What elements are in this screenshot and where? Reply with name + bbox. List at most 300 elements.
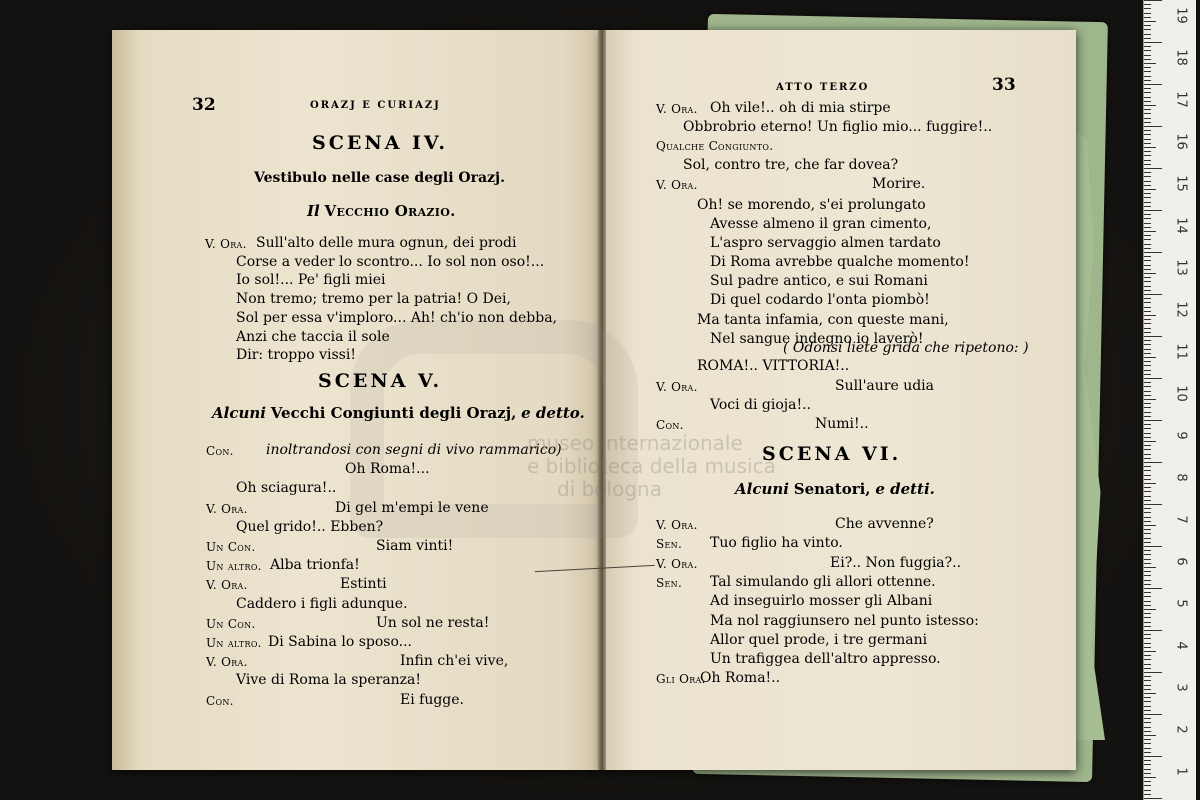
ruler-tick — [1144, 437, 1151, 438]
dialogue-line: Che avvenne? — [835, 516, 934, 532]
ruler-tick — [1144, 605, 1151, 606]
scene-5-mid: Vecchi Congiunti degli Orazj, — [270, 404, 517, 422]
ruler-tick — [1144, 8, 1151, 9]
ruler-tick — [1144, 613, 1151, 614]
ruler-tick — [1144, 315, 1156, 316]
ruler-tick — [1144, 584, 1151, 585]
ruler-tick — [1144, 172, 1151, 173]
ruler-tick — [1144, 529, 1151, 530]
ruler-tick — [1144, 664, 1151, 665]
ruler-tick — [1144, 344, 1151, 345]
speaker-label: Con. — [656, 418, 684, 432]
scene-6-alcuni: Alcuni — [735, 480, 789, 498]
ruler-tick — [1144, 269, 1151, 270]
ruler-tick — [1144, 739, 1151, 740]
ruler-tick — [1144, 286, 1151, 287]
ruler-tick — [1144, 193, 1151, 194]
dialogue-line: Sull'alto delle mura ognun, dei prodi — [256, 235, 517, 251]
speaker-label: V. Ora. — [656, 178, 698, 192]
ruler-tick — [1144, 475, 1151, 476]
ruler-number: 1 — [1173, 767, 1189, 776]
scene-6-title: SCENA VI. — [762, 443, 902, 465]
ruler-tick — [1144, 197, 1151, 198]
ruler-tick — [1144, 470, 1151, 471]
dialogue-line: Corse a veder lo scontro... Io sol non oso!... — [236, 253, 545, 270]
ruler-tick — [1144, 571, 1151, 572]
ruler-tick — [1144, 235, 1151, 236]
ruler-tick — [1144, 210, 1162, 211]
ruler-tick — [1144, 147, 1156, 148]
ruler-tick — [1144, 479, 1151, 480]
ruler-tick — [1144, 311, 1151, 312]
ruler-tick — [1144, 76, 1151, 77]
ruler-tick — [1144, 496, 1151, 497]
ruler-number: 14 — [1173, 217, 1189, 234]
ruler-tick — [1144, 223, 1151, 224]
ruler-number: 18 — [1173, 49, 1189, 66]
ruler-tick — [1144, 50, 1151, 51]
ruler-tick — [1144, 458, 1151, 459]
ruler-tick — [1144, 655, 1151, 656]
dialogue-line: Oh sciagura!.. — [236, 480, 337, 497]
ruler-number: 19 — [1173, 7, 1189, 24]
ruler-tick — [1144, 181, 1151, 182]
ruler-tick — [1144, 336, 1162, 337]
dialogue-line: Oh Roma!.. — [700, 670, 781, 687]
ruler-tick — [1144, 685, 1151, 686]
ruler-tick — [1144, 63, 1156, 64]
ruler-tick — [1144, 38, 1151, 39]
dialogue-line: Obbrobrio eterno! Un figlio mio... fuggire!.. — [683, 119, 993, 135]
ruler-tick — [1144, 122, 1151, 123]
dialogue-line: Oh vile!.. oh di mia stirpe — [710, 100, 891, 116]
ruler-tick — [1144, 155, 1151, 156]
dialogue-line: inoltrandosi con segni di vivo rammarico) — [266, 442, 562, 458]
dialogue-line: Quel grido!.. Ebben? — [236, 518, 384, 535]
ruler-tick — [1144, 319, 1151, 320]
dialogue-line: Sol per essa v'imploro... Ah! ch'io non debba, — [236, 309, 557, 326]
ruler-tick — [1144, 643, 1151, 644]
ruler-tick — [1144, 634, 1151, 635]
right-running-head: ATTO TERZO — [776, 82, 870, 93]
speaker-label: Qualche Congiunto. — [656, 139, 774, 153]
ruler-number: 17 — [1173, 91, 1189, 108]
ruler-tick — [1144, 659, 1151, 660]
ruler-number: 2 — [1173, 725, 1189, 734]
ruler-tick — [1144, 370, 1151, 371]
ruler-tick — [1144, 416, 1151, 417]
ruler-tick — [1144, 601, 1151, 602]
ruler-tick — [1144, 164, 1151, 165]
ruler-tick — [1144, 168, 1162, 169]
ruler-tick — [1144, 46, 1151, 47]
speaker-label: V. Ora. — [206, 501, 248, 516]
ruler-tick — [1144, 34, 1151, 35]
ruler-number: 4 — [1173, 641, 1189, 650]
library-watermark — [527, 432, 776, 501]
scene-4-title: SCENA IV. — [312, 132, 448, 154]
dialogue-line: Io sol!... Pe' figli miei — [236, 272, 386, 289]
ruler-number: 9 — [1173, 431, 1189, 440]
ruler-tick — [1144, 609, 1156, 610]
ruler-tick — [1144, 588, 1162, 589]
ruler-tick — [1144, 542, 1151, 543]
ruler-tick — [1144, 214, 1151, 215]
ruler-number: 15 — [1173, 175, 1189, 192]
ruler-tick — [1144, 273, 1156, 274]
ruler-tick — [1144, 638, 1151, 639]
ruler-tick — [1144, 92, 1151, 93]
ruler-tick — [1144, 500, 1151, 501]
ruler-tick — [1144, 307, 1151, 308]
dialogue-line: Ei fugge. — [400, 691, 465, 708]
ruler-tick — [1144, 689, 1151, 690]
ruler-tick — [1144, 731, 1151, 732]
ruler-tick — [1144, 521, 1151, 522]
scene-5-characters — [212, 404, 585, 422]
ruler-tick — [1144, 260, 1151, 261]
speaker-label: Un altro. — [206, 636, 262, 650]
ruler-tick — [1144, 378, 1162, 379]
ruler-tick — [1144, 4, 1151, 5]
scene-4-char-il: Il — [307, 202, 320, 220]
ruler-tick — [1144, 17, 1151, 18]
ruler-tick — [1144, 134, 1151, 135]
ruler-tick — [1144, 420, 1162, 421]
speaker-label: V. Ora. — [656, 556, 698, 571]
ruler-tick — [1144, 206, 1151, 207]
ruler-tick — [1144, 294, 1162, 295]
ruler-tick — [1144, 491, 1151, 492]
ruler-tick — [1144, 533, 1151, 534]
ruler-tick — [1144, 218, 1151, 219]
ruler-tick — [1144, 483, 1156, 484]
ruler-tick — [1144, 508, 1151, 509]
ruler-tick — [1144, 617, 1151, 618]
ruler-tick — [1144, 412, 1151, 413]
ruler-number: 10 — [1173, 385, 1189, 402]
ruler-tick — [1144, 756, 1162, 757]
ruler-tick — [1144, 323, 1151, 324]
scene-4-character — [307, 202, 456, 220]
ruler-tick — [1144, 365, 1151, 366]
ruler-tick — [1144, 790, 1151, 791]
ruler-tick — [1144, 454, 1151, 455]
ruler-tick — [1144, 706, 1151, 707]
ruler-tick — [1144, 21, 1156, 22]
dialogue-line: Di quel codardo l'onta piombò! — [710, 292, 930, 308]
ruler-tick — [1144, 340, 1151, 341]
speaker-label: Un altro. — [206, 559, 262, 574]
ruler-tick — [1144, 559, 1151, 560]
speaker-label: V. Ora. — [205, 237, 247, 251]
ruler-tick — [1144, 42, 1162, 43]
ruler-tick — [1144, 466, 1151, 467]
ruler-tick — [1144, 676, 1151, 677]
dialogue-line: Sull'aure udia — [835, 378, 935, 394]
ruler-tick — [1144, 151, 1151, 152]
ruler-tick — [1144, 231, 1156, 232]
ruler-tick — [1144, 785, 1151, 786]
ruler-tick — [1144, 25, 1151, 26]
scene-5-alcuni: Alcuni — [212, 404, 266, 422]
speaker-label: Gli Ora. — [656, 672, 706, 687]
ruler-tick — [1144, 298, 1151, 299]
ruler-tick — [1144, 105, 1156, 106]
ruler-tick — [1144, 248, 1151, 249]
ruler-tick — [1144, 332, 1151, 333]
ruler-tick — [1144, 143, 1151, 144]
scene-5-title: SCENA V. — [318, 370, 443, 392]
ruler-tick — [1144, 441, 1156, 442]
ruler-tick — [1144, 697, 1151, 698]
ruler-tick — [1144, 403, 1151, 404]
ruler-tick — [1144, 244, 1151, 245]
measuring-ruler — [1143, 0, 1196, 800]
ruler-tick — [1144, 794, 1151, 795]
ruler-tick — [1144, 189, 1156, 190]
ruler-tick — [1144, 525, 1156, 526]
dialogue-line: Di gel m'empi le vene — [335, 499, 489, 516]
scene-4-setting: Vestibulo nelle case degli Orazj. — [254, 170, 505, 186]
dialogue-line: Oh Roma!... — [345, 461, 430, 478]
ruler-tick — [1144, 239, 1151, 240]
dialogue-line: Di Roma avrebbe qualche momento! — [710, 254, 970, 270]
ruler-tick — [1144, 567, 1156, 568]
ruler-number: 7 — [1173, 515, 1189, 524]
ruler-tick — [1144, 748, 1151, 749]
ruler-tick — [1144, 580, 1151, 581]
ruler-tick — [1144, 701, 1151, 702]
speaker-label: Sen. — [656, 537, 683, 552]
dialogue-line: Un sol ne resta! — [376, 614, 490, 631]
ruler-tick — [1144, 353, 1151, 354]
ruler-tick — [1144, 0, 1162, 1]
ruler-tick — [1144, 512, 1151, 513]
ruler-tick — [1144, 55, 1151, 56]
speaker-label: V. Ora. — [656, 102, 698, 116]
ruler-tick — [1144, 626, 1151, 627]
ruler-tick — [1144, 118, 1151, 119]
ruler-tick — [1144, 575, 1151, 576]
dialogue-line: Vive di Roma la speranza! — [236, 672, 422, 689]
ruler-tick — [1144, 777, 1156, 778]
dialogue-line: Morire. — [872, 176, 926, 192]
dialogue-line: Un trafiggea dell'altro appresso. — [710, 651, 941, 668]
ruler-tick — [1144, 449, 1151, 450]
dialogue-line: Anzi che taccia il sole — [236, 328, 390, 345]
ruler-tick — [1144, 546, 1162, 547]
ruler-tick — [1144, 596, 1151, 597]
dialogue-line: ( Odonsi liete grida che ripetono: ) — [783, 340, 1029, 356]
ruler-number: 16 — [1173, 133, 1189, 150]
ruler-tick — [1144, 538, 1151, 539]
ruler-tick — [1144, 252, 1162, 253]
ruler-number: 11 — [1173, 343, 1189, 360]
dialogue-line: Oh! se morendo, s'ei prolungato — [697, 197, 926, 213]
ruler-tick — [1144, 88, 1151, 89]
ruler-tick — [1144, 651, 1156, 652]
ruler-tick — [1144, 445, 1151, 446]
ruler-tick — [1144, 428, 1151, 429]
ruler-tick — [1144, 386, 1151, 387]
ruler-tick — [1144, 752, 1151, 753]
ruler-tick — [1144, 722, 1151, 723]
dialogue-line: ROMA!.. VITTORIA!.. — [697, 358, 850, 374]
ruler-tick — [1144, 113, 1151, 114]
ruler-tick — [1144, 13, 1151, 14]
ruler-tick — [1144, 227, 1151, 228]
ruler-number: 8 — [1173, 473, 1189, 482]
ruler-tick — [1144, 67, 1151, 68]
dialogue-line: Nel sangue indegno io laverò! — [710, 331, 924, 347]
ruler-tick — [1144, 349, 1151, 350]
ruler-tick — [1144, 130, 1151, 131]
dialogue-line: Tal simulando gli allori ottenne. — [710, 573, 936, 590]
dialogue-line: Numi!.. — [815, 416, 869, 432]
ruler-tick — [1144, 672, 1162, 673]
ruler-tick — [1144, 265, 1151, 266]
dialogue-line: Ei?.. Non fuggia?.. — [830, 554, 962, 571]
ruler-tick — [1144, 97, 1151, 98]
ruler-tick — [1144, 281, 1151, 282]
ruler-tick — [1144, 290, 1151, 291]
ruler-tick — [1144, 554, 1151, 555]
dialogue-line: Avesse almeno il gran cimento, — [710, 216, 932, 232]
ruler-tick — [1144, 29, 1151, 30]
ruler-number: 5 — [1173, 599, 1189, 608]
speaker-label: Un Con. — [206, 616, 256, 631]
ruler-tick — [1144, 764, 1151, 765]
watermark-line-2: e biblioteca della musica — [527, 454, 776, 478]
dialogue-line: Siam vinti! — [376, 538, 454, 554]
ruler-tick — [1144, 328, 1151, 329]
ruler-tick — [1144, 139, 1151, 140]
ruler-tick — [1144, 109, 1151, 110]
ruler-tick — [1144, 693, 1156, 694]
speaker-label: Sen. — [656, 575, 683, 590]
ruler-tick — [1144, 773, 1151, 774]
ruler-tick — [1144, 202, 1151, 203]
ruler-tick — [1144, 487, 1151, 488]
ruler-number: 3 — [1173, 683, 1189, 692]
dialogue-line: Caddero i figli adunque. — [236, 595, 408, 612]
ruler-tick — [1144, 277, 1151, 278]
ruler-tick — [1144, 630, 1162, 631]
dialogue-line: Ad inseguirlo mosser gli Albani — [710, 593, 933, 610]
left-running-head: ORAZJ E CURIAZJ — [310, 100, 441, 111]
ruler-tick — [1144, 357, 1156, 358]
ruler-tick — [1144, 433, 1151, 434]
ruler-tick — [1144, 160, 1151, 161]
ruler-tick — [1144, 798, 1162, 799]
dialogue-line: Ma nol raggiunsero nel punto istesso: — [710, 612, 979, 629]
scene-6-detti: e detti. — [875, 480, 935, 498]
scene-6-mid: Senatori, — [793, 480, 871, 498]
ruler-tick — [1144, 563, 1151, 564]
speaker-label: Con. — [206, 444, 234, 458]
ruler-tick — [1144, 80, 1151, 81]
dialogue-line: Alba trionfa! — [270, 557, 360, 574]
ruler-tick — [1144, 668, 1151, 669]
dialogue-line: Infin ch'ei vive, — [400, 653, 509, 670]
ruler-tick — [1144, 395, 1151, 396]
ruler-tick — [1144, 424, 1151, 425]
dialogue-line: Non tremo; tremo per la patria! O Dei, — [236, 291, 511, 308]
dialogue-line: Voci di gioja!.. — [710, 397, 811, 413]
ruler-tick — [1144, 647, 1151, 648]
ruler-tick — [1144, 680, 1151, 681]
speaker-label: Con. — [206, 693, 234, 708]
ruler-tick — [1144, 517, 1151, 518]
speaker-label: V. Ora. — [206, 578, 248, 593]
dialogue-line: Sol, contro tre, che far dovea? — [683, 157, 899, 173]
watermark-line-3: di bologna — [557, 477, 662, 501]
speaker-label: V. Ora. — [656, 518, 698, 532]
ruler-tick — [1144, 710, 1151, 711]
speaker-label: V. Ora. — [656, 380, 698, 394]
ruler-tick — [1144, 361, 1151, 362]
ruler-tick — [1144, 462, 1162, 463]
ruler-tick — [1144, 592, 1151, 593]
ruler-tick — [1144, 504, 1162, 505]
dialogue-line: L'aspro servaggio almen tardato — [710, 235, 941, 251]
ruler-tick — [1144, 84, 1162, 85]
speaker-label: V. Ora. — [206, 655, 248, 670]
dialogue-line: Di Sabina lo sposo... — [268, 634, 412, 650]
ruler-tick — [1144, 176, 1151, 177]
ruler-tick — [1144, 185, 1151, 186]
dialogue-line: Allor quel prode, i tre germani — [710, 631, 928, 648]
ruler-tick — [1144, 399, 1156, 400]
ruler-tick — [1144, 256, 1151, 257]
ruler-tick — [1144, 781, 1151, 782]
ruler-tick — [1144, 550, 1151, 551]
dialogue-line: Dir: troppo vissi! — [236, 347, 356, 364]
dialogue-line: Sul padre antico, e sui Romani — [710, 273, 928, 289]
watermark-line-1: museo internazionale — [527, 431, 743, 455]
ruler-number: 12 — [1173, 301, 1189, 318]
right-page-number: 33 — [992, 75, 1016, 95]
ruler-tick — [1144, 735, 1156, 736]
ruler-tick — [1144, 714, 1162, 715]
ruler-tick — [1144, 407, 1151, 408]
dialogue-line: Tuo figlio ha vinto. — [710, 535, 843, 552]
ruler-tick — [1144, 374, 1151, 375]
dialogue-line: Estinti — [340, 576, 387, 593]
speaker-label: Un Con. — [206, 540, 256, 554]
ruler-tick — [1144, 760, 1151, 761]
scene-4-char-name: Vecchio Orazio. — [324, 202, 456, 220]
ruler-tick — [1144, 71, 1151, 72]
ruler-tick — [1144, 101, 1151, 102]
dialogue-line: Ma tanta infamia, con queste mani, — [697, 312, 949, 328]
ruler-tick — [1144, 59, 1151, 60]
ruler-number: 6 — [1173, 557, 1189, 566]
ruler-tick — [1144, 769, 1151, 770]
ruler-tick — [1144, 743, 1151, 744]
ruler-tick — [1144, 718, 1151, 719]
left-page-number: 32 — [192, 95, 216, 115]
ruler-tick — [1144, 391, 1151, 392]
ruler-tick — [1144, 126, 1162, 127]
ruler-tick — [1144, 622, 1151, 623]
scene-5-detto: e detto. — [521, 404, 585, 422]
ruler-tick — [1144, 727, 1151, 728]
ruler-tick — [1144, 302, 1151, 303]
ruler-number: 13 — [1173, 259, 1189, 276]
ruler-tick — [1144, 382, 1151, 383]
